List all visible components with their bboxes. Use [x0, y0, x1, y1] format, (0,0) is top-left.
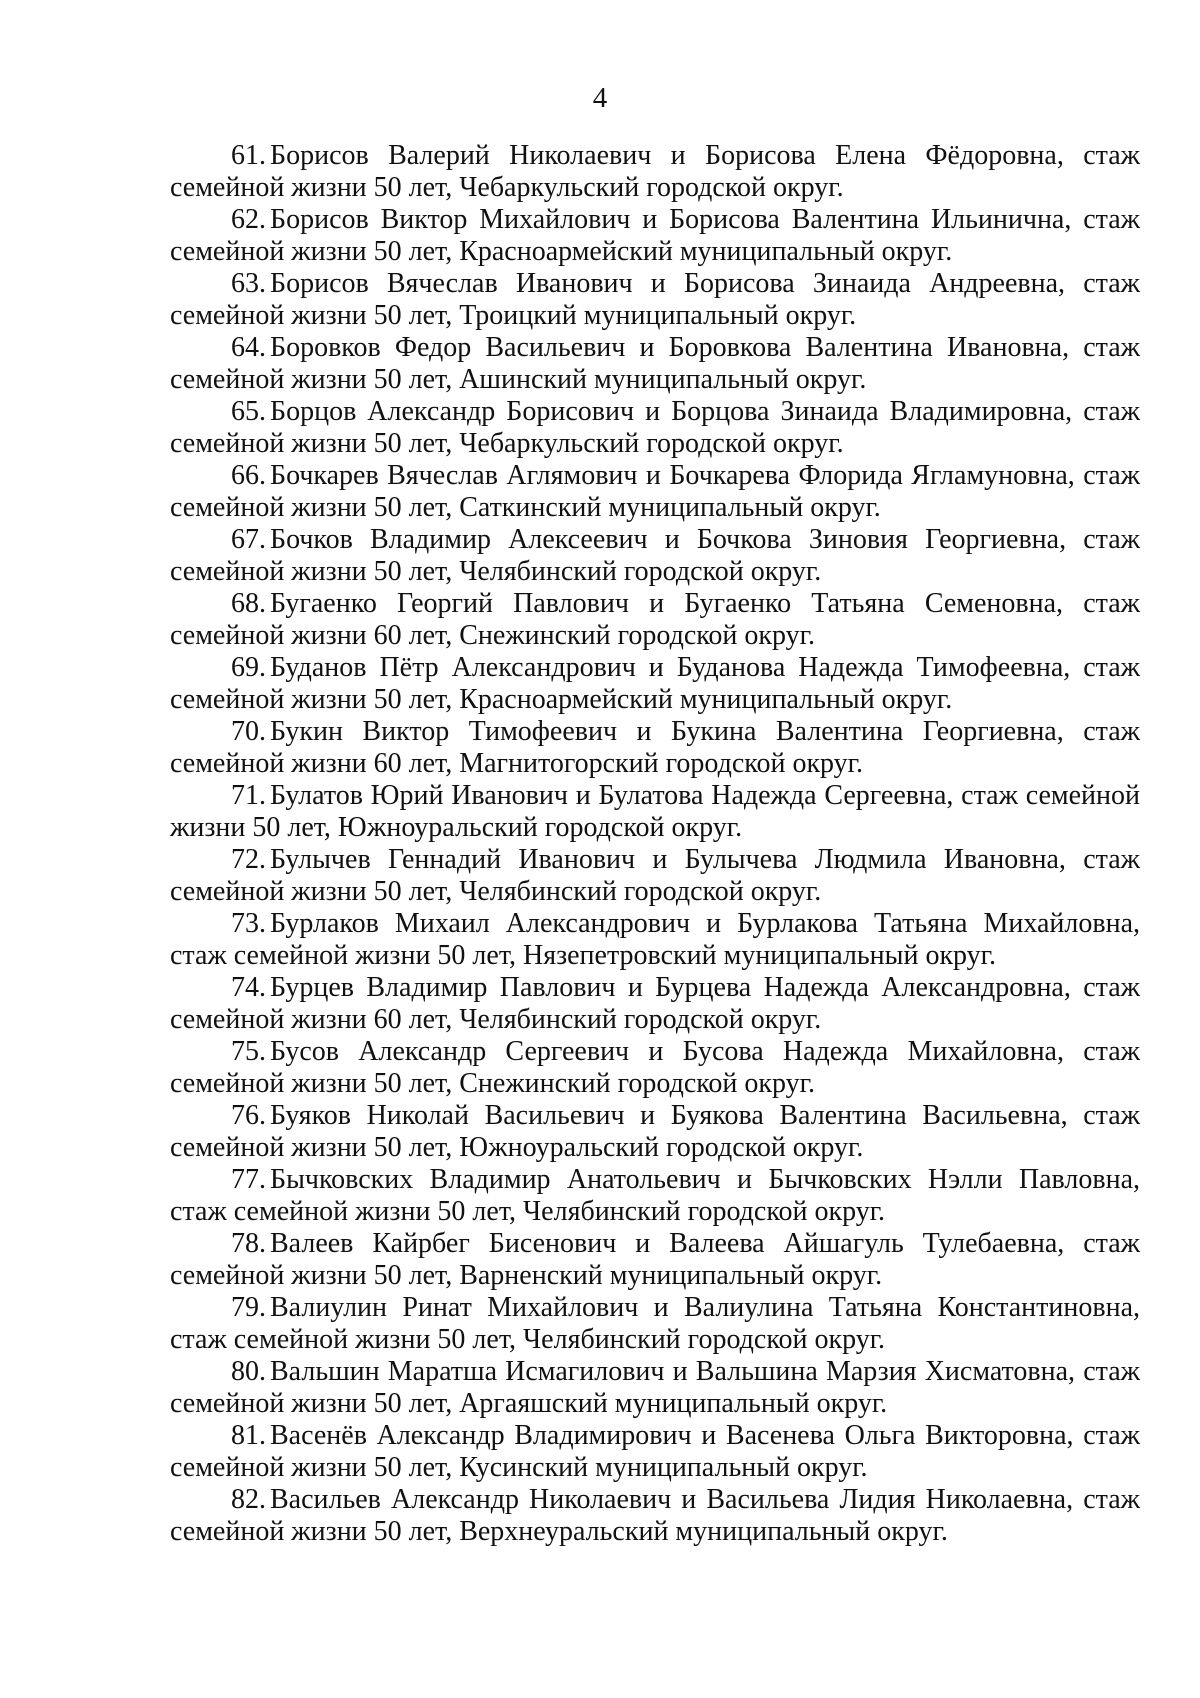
- list-item: [170, 844, 1140, 908]
- entry-number: 74.: [231, 972, 266, 1003]
- entry-number: 72.: [231, 844, 266, 875]
- entry-number: 73.: [231, 908, 266, 939]
- list-item: [170, 396, 1140, 460]
- entry-number: 62.: [231, 204, 266, 235]
- entry-text: Бурцев Владимир Павлович и Бурцева Надежда Александровна, стаж семейной жизни 60 лет, Челябинский городской округ.: [170, 972, 1140, 1035]
- entry-text: Буданов Пётр Александрович и Буданова Надежда Тимофеевна, стаж семейной жизни 50 лет, Красноармейский муниципальный округ.: [170, 652, 1140, 715]
- entry-number: 80.: [231, 1356, 266, 1387]
- entry-text: Борисов Валерий Николаевич и Борисова Елена Фёдоровна, стаж семейной жизни 50 лет, Чебаркульский городской округ.: [170, 140, 1140, 203]
- list-item: [170, 1420, 1140, 1484]
- list-item: [170, 972, 1140, 1036]
- entry-text: Валеев Кайрбег Бисенович и Валеева Айшагуль Тулебаевна, стаж семейной жизни 50 лет, Варненский муниципальный округ.: [170, 1228, 1140, 1291]
- list-item: [170, 1100, 1140, 1164]
- list-item: [170, 1164, 1140, 1228]
- entry-number: 64.: [231, 332, 266, 363]
- entry-number: 79.: [231, 1292, 266, 1323]
- list-item: [170, 204, 1140, 268]
- entry-text: Боровков Федор Васильевич и Боровкова Валентина Ивановна, стаж семейной жизни 50 лет, Ашинский муниципальный округ.: [170, 332, 1140, 395]
- list-item: [170, 652, 1140, 716]
- list-item: [170, 1484, 1140, 1548]
- entry-text: Борисов Виктор Михайлович и Борисова Валентина Ильинична, стаж семейной жизни 50 лет, Красноармейский муниципальный округ.: [170, 204, 1140, 267]
- entry-number: 77.: [231, 1164, 266, 1195]
- list-item: [170, 588, 1140, 652]
- entry-text: Бурлаков Михаил Александрович и Бурлакова Татьяна Михайловна, стаж семейной жизни 50 лет, Нязепетровский муниципальный округ.: [170, 908, 1140, 971]
- entry-number: 66.: [231, 460, 266, 491]
- entry-text: Бочкарев Вячеслав Аглямович и Бочкарева Флорида Ягламуновна, стаж семейной жизни 50 лет, Саткинский муниципальный округ.: [170, 460, 1140, 523]
- entry-number: 78.: [231, 1228, 266, 1259]
- list-item: [170, 1036, 1140, 1100]
- entry-number: 76.: [231, 1100, 266, 1131]
- list-item: [170, 1228, 1140, 1292]
- entry-number: 63.: [231, 268, 266, 299]
- entry-number: 75.: [231, 1036, 266, 1067]
- entry-text: Булатов Юрий Иванович и Булатова Надежда Сергеевна, стаж семейной жизни 50 лет, Южноуральский городской округ.: [170, 780, 1140, 843]
- list-item: [170, 780, 1140, 844]
- entry-number: 70.: [231, 716, 266, 747]
- entry-text: Васенёв Александр Владимирович и Васенева Ольга Викторовна, стаж семейной жизни 50 лет, Кусинский муниципальный округ.: [170, 1420, 1140, 1483]
- entry-number: 71.: [231, 780, 266, 811]
- entry-number: 61.: [231, 140, 266, 171]
- award-list: [170, 140, 1140, 1548]
- entry-text: Буяков Николай Васильевич и Буякова Валентина Васильевна, стаж семейной жизни 50 лет, Южноуральский городской округ.: [170, 1100, 1140, 1163]
- list-item: [170, 908, 1140, 972]
- entry-text: Букин Виктор Тимофеевич и Букина Валентина Георгиевна, стаж семейной жизни 60 лет, Магнитогорский городской округ.: [170, 716, 1140, 779]
- list-item: [170, 1356, 1140, 1420]
- list-item: [170, 1292, 1140, 1356]
- list-item: [170, 460, 1140, 524]
- entry-text: Борцов Александр Борисович и Борцова Зинаида Владимировна, стаж семейной жизни 50 лет, Чебаркульский городской округ.: [170, 396, 1140, 459]
- list-item: [170, 716, 1140, 780]
- list-item: [170, 140, 1140, 204]
- entry-number: 68.: [231, 588, 266, 619]
- page-number: 4: [592, 82, 608, 114]
- entry-text: Бусов Александр Сергеевич и Бусова Надежда Михайловна, стаж семейной жизни 50 лет, Снежинский городской округ.: [170, 1036, 1140, 1099]
- entry-text: Борисов Вячеслав Иванович и Борисова Зинаида Андреевна, стаж семейной жизни 50 лет, Троицкий муниципальный округ.: [170, 268, 1140, 331]
- entry-text: Васильев Александр Николаевич и Васильева Лидия Николаевна, стаж семейной жизни 50 лет, Верхнеуральский муниципальный округ.: [170, 1484, 1140, 1547]
- entry-number: 81.: [231, 1420, 266, 1451]
- list-item: [170, 268, 1140, 332]
- entry-number: 67.: [231, 524, 266, 555]
- entry-number: 69.: [231, 652, 266, 683]
- entry-text: Бочков Владимир Алексеевич и Бочкова Зиновия Георгиевна, стаж семейной жизни 50 лет, Челябинский городской округ.: [170, 524, 1140, 587]
- entry-text: Вальшин Маратша Исмагилович и Вальшина Марзия Хисматовна, стаж семейной жизни 50 лет, Аргаяшский муниципальный округ.: [170, 1356, 1140, 1419]
- entry-number: 65.: [231, 396, 266, 427]
- entry-text: Бугаенко Георгий Павлович и Бугаенко Татьяна Семеновна, стаж семейной жизни 60 лет, Снежинский городской округ.: [170, 588, 1140, 651]
- list-item: [170, 524, 1140, 588]
- entry-text: Валиулин Ринат Михайлович и Валиулина Татьяна Константиновна, стаж семейной жизни 50 лет, Челябинский городской округ.: [170, 1292, 1140, 1355]
- entry-text: Булычев Геннадий Иванович и Булычева Людмила Ивановна, стаж семейной жизни 50 лет, Челябинский городской округ.: [170, 844, 1140, 907]
- entry-text: Бычковских Владимир Анатольевич и Бычковских Нэлли Павловна, стаж семейной жизни 50 лет, Челябинский городской округ.: [170, 1164, 1140, 1227]
- entry-number: 82.: [231, 1484, 266, 1515]
- list-item: [170, 332, 1140, 396]
